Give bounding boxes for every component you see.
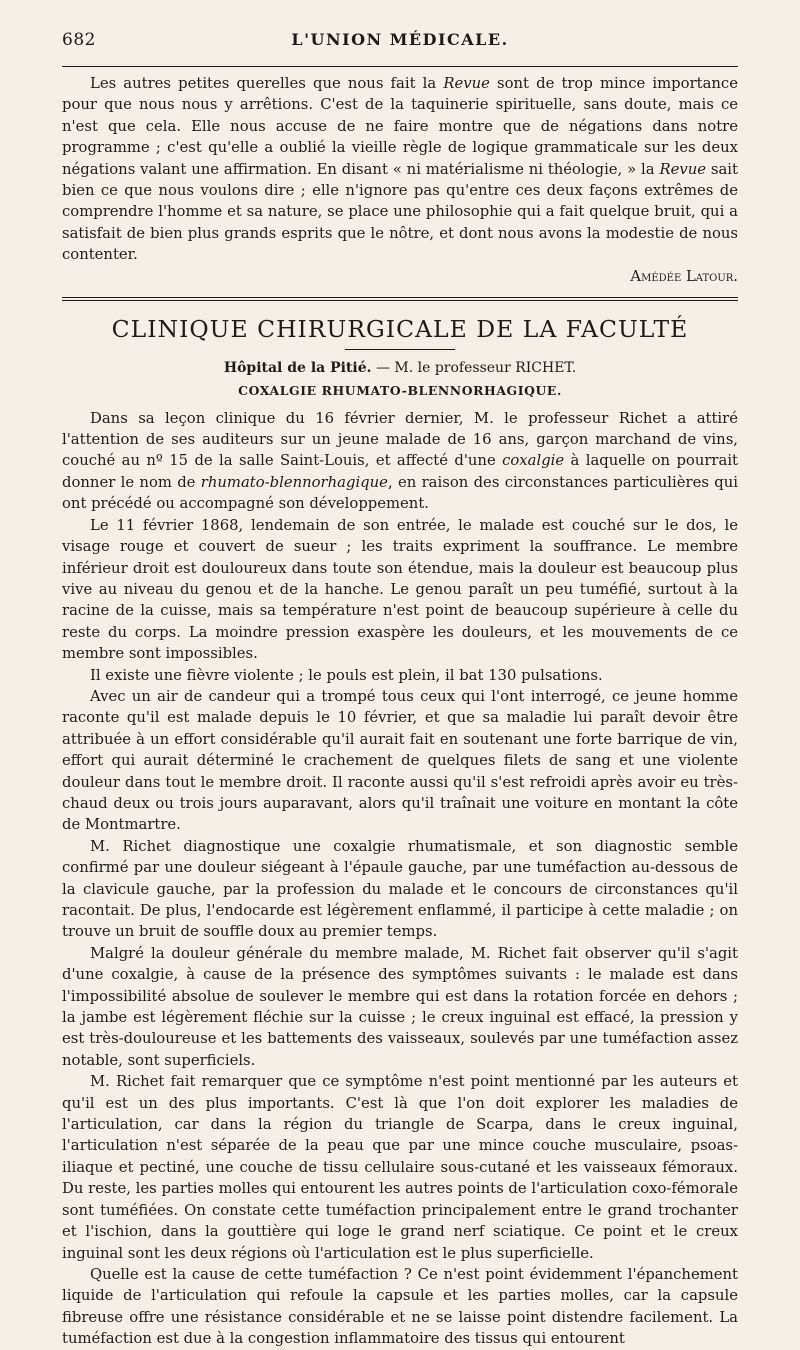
body-paragraph: Le 11 février 1868, lendemain de son entrée, le malade est couché sur le dos, le visage rouge et couvert de sueur ; les traits expriment la souffrance. Le membre inférieur droit est douloureux dans toute son étendue, mais la douleur est beaucoup plus vive au niveau du genou et de la hanche. Le genou paraît un peu tuméfié, surtout à la racine de la cuisse, mais sa température n'est point de beaucoup supérieure à celle du reste du corps. La moindre pression exaspère les douleurs, et les mouvements de ce membre sont impossibles. xyxy=(62,516,738,663)
body-paragraph: Malgré la douleur générale du membre malade, M. Richet fait observer qu'il s'agit d'une coxalgie, à cause de la présence des symptômes suivants : le malade est dans l'impossibilité absolue de soulever le membre qui est dans la rotation forcée en dehors ; la jambe est légèrement fléchie sur la cuisse ; le creux inguinal est effacé, la pression y est très-douloureuse et les battements des vaisseaux, soulevés par une tuméfaction assez notable, sont superficiels. xyxy=(62,944,738,1069)
body-paragraph: M. Richet fait remarquer que ce symptôme n'est point mentionné par les auteurs et qu'il est un des plus importants. C'est là que l'on doit explorer les maladies de l'articulation, car dans la région du triangle de Scarpa, dans le creux inguinal, l'articulation n'est séparée de la peau que par une mince couche musculaire, psoas-iliaque et pectiné, une couche de tissu cellulaire sous-cutané et les vaisseaux fémoraux. Du reste, les parties molles qui entourent les autres points de l'articulation coxo-fémorale sont tuméfiées. On constate cette tuméfaction principalement entre le grand trochanter et l'ischion, dans la gouttière qui loge le grand nerf sciatique. Ce point et le creux inguinal sont les deux régions où l'articulation est le plus superficielle. xyxy=(62,1073,738,1262)
section-title: CLINIQUE CHIRURGICALE DE LA FACULTÉ xyxy=(111,314,689,343)
section-divider xyxy=(62,297,738,301)
header-rule xyxy=(62,66,738,67)
body-paragraph: Avec un air de candeur qui a trompé tous ceux qui l'ont interrogé, ce jeune homme raconte qu'il est malade depuis le 10 février, et que sa maladie lui paraît devoir être attribuée à un effort considérable qu'il aurait fait en soutenant une forte barrique de vin, effort qui aurait déterminé le crachement de quelques filets de sang et une violente douleur dans tout le membre droit. Il raconte aussi qu'il s'est refroidi après avoir eu très-chaud deux ou trois jours auparavant, alors qu'il traînait une voiture en montant la côte de Montmartre. xyxy=(62,687,738,834)
page-number: 682 xyxy=(62,30,96,50)
body-paragraph: Quelle est la cause de cette tuméfaction ? Ce n'est point évidemment l'épanchement liquide de l'articulation qui refoule la capsule et les parties molles, car la capsule fibreuse offre une résistance considérable et ne se laisse point distendre facilement. La tuméfaction est due à la congestion inflammatoire des tissus qui entourent xyxy=(62,1265,738,1348)
title-rule xyxy=(345,349,455,350)
case-title: COXALGIE RHUMATO-BLENNORHAGIQUE. xyxy=(238,382,562,398)
author-signature: Amédée Latour. xyxy=(630,267,738,285)
body-paragraph: Dans sa leçon clinique du 16 février dernier, M. le professeur Richet a attiré l'attention de ses auditeurs sur un jeune malade de 16 ans, garçon marchand de vins, couché au nº 15 de la salle Saint-Louis, et affecté d'une coxalgie à laquelle on pourrait donner le nom de rhumato-blennorhagique, en raison des circonstances particulières qui ont précédé ou accompagné son développement. xyxy=(62,409,738,513)
body-paragraph: M. Richet diagnostique une coxalgie rhumatismale, et son diagnostic semble confirmé par une douleur siégeant à l'épaule gauche, par une tuméfaction au-dessous de la clavicule gauche, par la profession du malade et le concours de circonstances qu'il racontait. De plus, l'endocarde est légèrement enflammé, il participe à cette maladie ; on trouve un bruit de souffle doux au premier temps. xyxy=(62,837,738,941)
section-subtitle xyxy=(62,358,738,378)
journal-title: L'UNION MÉDICALE. xyxy=(291,30,509,49)
running-head xyxy=(62,26,738,58)
article-paragraph: Les autres petites querelles que nous fait la Revue sont de trop mince importance pour que nous nous y arrêtions. C'est de la taquinerie spirituelle, sans doute, mais ce n'est que cela. Elle nous accuse de ne faire montre que de négations dans notre programme ; c'est qu'elle a oublié la vieille règle de logique grammaticale sur les deux négations valant une affirmation. En disant « ni matérialisme ni théologie, » la Revue sait bien ce que nous voulons dire ; elle n'ignore pas qu'entre ces deux façons extrêmes de comprendre l'homme et sa nature, se place une philosophie qui a fait quelque bruit, qui a satisfait de bien plus grands esprits que le nôtre, et dont nous avons la modestie de nous contenter. xyxy=(62,75,738,264)
professor-name: — M. le professeur RICHET. xyxy=(371,359,577,376)
body-paragraph: Il existe une fièvre violente ; le pouls est plein, il bat 130 pulsations. xyxy=(90,666,603,684)
hospital-name: Hôpital de la Pitié. xyxy=(223,359,372,376)
clinical-text xyxy=(62,408,738,1350)
